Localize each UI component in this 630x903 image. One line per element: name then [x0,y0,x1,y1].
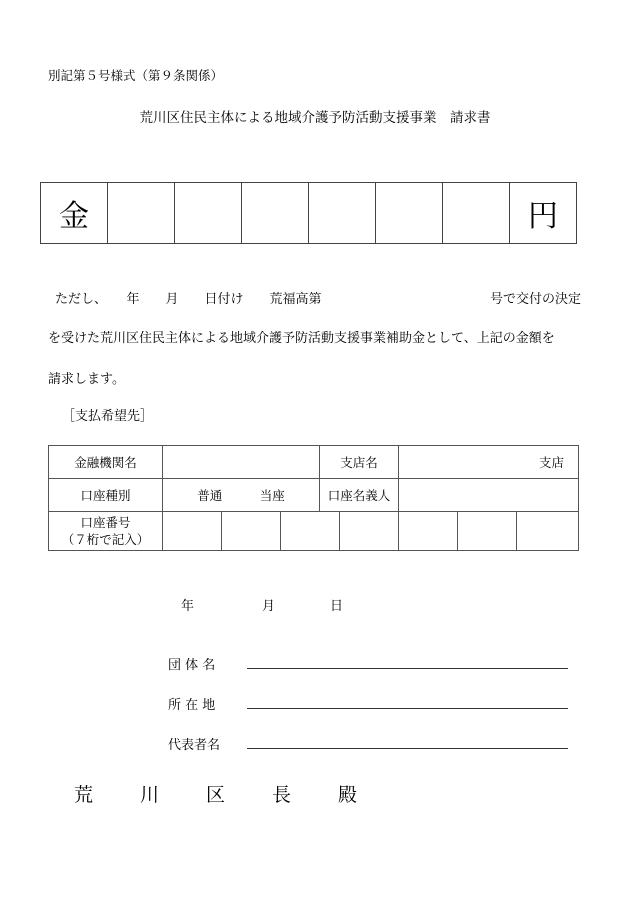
account-number-label-line-2: （７桁で記入） [61,532,150,547]
account-digit-cell[interactable] [163,512,222,551]
account-digit-cell[interactable] [517,512,579,551]
branch-field[interactable] [399,446,579,479]
address-label: 所 在 地 [168,698,216,713]
date-day: 日 [330,599,344,614]
branch-label: 支店名 [320,446,399,479]
institution-field[interactable] [163,446,320,479]
representative-line[interactable] [247,748,568,749]
group-name-label: 団 体 名 [168,658,216,673]
amount-digit-cell[interactable] [108,183,175,244]
amount-prefix: 金 [41,183,108,244]
account-digit-cell[interactable] [281,512,340,551]
form-reference: 別記第５号様式（第９条関係） [48,68,224,83]
account-holder-field[interactable] [399,479,579,512]
body-line-3: 請求します。 [48,372,125,387]
group-name-line[interactable] [247,668,568,669]
account-holder-label: 口座名義人 [320,479,399,512]
amount-digit-cell[interactable] [309,183,376,244]
amount-digit-cell[interactable] [376,183,443,244]
body-line-1-end: 号で交付の決定 [490,292,582,307]
amount-grid [40,182,577,244]
account-digit-cell[interactable] [222,512,281,551]
account-type-label: 口座種別 [49,479,163,512]
account-number-label-line-1: 口座番号 [80,515,131,530]
account-digit-cell[interactable] [458,512,517,551]
addressee: 荒 川 区 長 殿 [74,784,372,806]
amount-digit-cell[interactable] [443,183,510,244]
account-digit-cell[interactable] [399,512,458,551]
body-line-1-start: ただし、 年 月 日付け 荒福高第 [55,292,322,307]
account-number-label [49,512,163,551]
address-line[interactable] [247,708,568,709]
account-digit-cell[interactable] [340,512,399,551]
payment-heading: ［支払希望先］ [62,409,154,424]
amount-digit-cell[interactable] [242,183,309,244]
bank-account-table [48,445,579,551]
account-type-options[interactable]: 普通 当座 [163,479,320,512]
document-title: 荒川区住民主体による地域介護予防活動支援事業 請求書 [139,110,491,126]
date-month: 月 [262,599,276,614]
branch-suffix: 支店 [539,455,565,470]
body-line-2: を受けた荒川区住民主体による地域介護予防活動支援事業補助金として、上記の金額を [48,331,555,346]
amount-suffix: 円 [510,183,577,244]
date-year: 年 [181,599,195,614]
institution-label: 金融機関名 [49,446,163,479]
representative-label: 代表者名 [168,738,221,753]
amount-digit-cell[interactable] [175,183,242,244]
